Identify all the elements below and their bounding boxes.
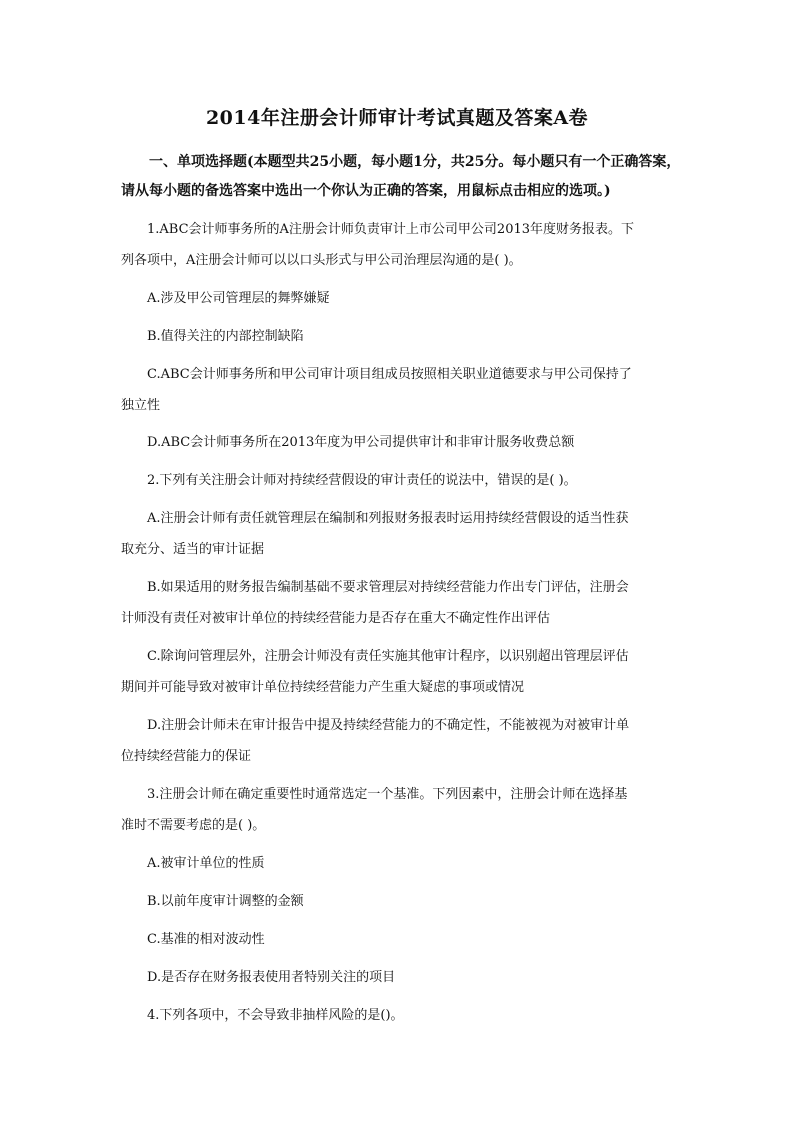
q2-option-c-line-1: C.除询问管理层外，注册会计师没有责任实施其他审计程序，以识别超出管理层评估 (147, 649, 629, 664)
q1-option-c-line-2: 独立性 (121, 398, 161, 413)
q3-option-d: D.是否存在财务报表使用者特别关注的项目 (147, 970, 396, 985)
q2-option-b-line-2: 计师没有责任对被审计单位的持续经营能力是否存在重大不确定性作出评估 (121, 611, 551, 626)
q3-stem-line-1: 3.注册会计师在确定重要性时通常选定一个基准。下列因素中，注册会计师在选择基 (147, 787, 628, 802)
section-heading (121, 148, 691, 206)
q2-option-d-line-1: D.注册会计师未在审计报告中提及持续经营能力的不确定性，不能被视为对被审计单 (147, 718, 630, 733)
q1-option-a: A.涉及甲公司管理层的舞弊嫌疑 (147, 291, 330, 306)
q3-option-a: A.被审计单位的性质 (147, 856, 265, 871)
section-heading-line-1: 一、单项选择题(本题型共25小题，每小题1分，共25分。每小题只有一个正确答案， (149, 154, 681, 170)
q2-option-a-line-1: A.注册会计师有责任就管理层在编制和列报财务报表时运用持续经营假设的适当性获 (147, 511, 629, 526)
q2-option-c-line-2: 期间并可能导致对被审计单位持续经营能力产生重大疑虑的事项或情况 (121, 680, 525, 695)
document-title: 2014年注册会计师审计考试真题及答案A卷 (205, 107, 589, 129)
q2-option-d-line-2: 位持续经营能力的保证 (121, 749, 252, 764)
q1-option-d: D.ABC会计师事务所在2013年度为甲公司提供审计和非审计服务收费总额 (147, 435, 575, 450)
q3-stem-line-2: 准时不需要考虑的是( )。 (121, 818, 266, 833)
q1-option-c-line-1: C.ABC会计师事务所和甲公司审计项目组成员按照相关职业道德要求与甲公司保持了 (147, 367, 632, 382)
q3-option-c: C.基准的相对波动性 (147, 932, 265, 947)
q2-stem: 2.下列有关注册会计师对持续经营假设的审计责任的说法中，错误的是( )。 (147, 473, 577, 488)
q1-stem-line-2: 列各项中，A注册会计师可以以口头形式与甲公司治理层沟通的是( )。 (121, 253, 522, 268)
q4-stem: 4.下列各项中，不会导致非抽样风险的是()。 (147, 1008, 404, 1023)
q1-stem-line-1: 1.ABC会计师事务所的A注册会计师负责审计上市公司甲公司2013年度财务报表。下 (147, 222, 635, 237)
section-heading-line-2: 请从每小题的备选答案中选出一个你认为正确的答案，用鼠标点击相应的选项。) (121, 183, 611, 199)
q3-option-b: B.以前年度审计调整的金额 (147, 894, 304, 909)
q1-option-b: B.值得关注的内部控制缺陷 (147, 329, 304, 344)
q2-option-a-line-2: 取充分、适当的审计证据 (121, 542, 265, 557)
q2-option-b-line-1: B.如果适用的财务报告编制基础不要求管理层对持续经营能力作出专门评估，注册会 (147, 580, 629, 595)
